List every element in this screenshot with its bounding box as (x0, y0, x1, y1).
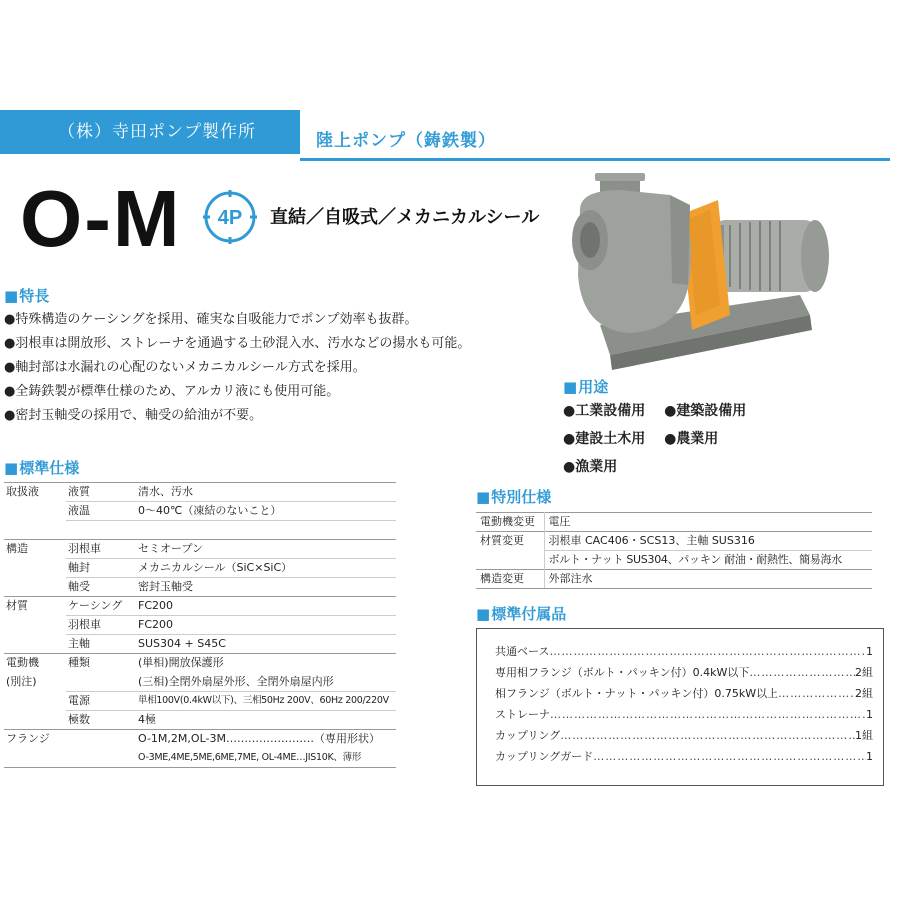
table-row (4, 711, 396, 730)
accessory-name: 専用相フランジ（ボルト・パッキン付）0.4kW以下 (495, 666, 750, 679)
special-spec-heading: ■ 特別仕様 (476, 486, 551, 507)
table-row-spacer (4, 521, 396, 540)
accessory-qty: 2組 (855, 666, 873, 679)
spec-item: 羽根車 (66, 540, 136, 559)
spec-value: 清水、汚水 (136, 483, 396, 502)
list-item (495, 704, 873, 725)
spec-item: 主軸 (66, 635, 136, 654)
spec-item: 羽根車 (66, 616, 136, 635)
feature-item: ● 密封玉軸受の採用で、軸受の給油が不要。 (4, 406, 470, 430)
spec-item: ケーシング (66, 597, 136, 616)
leader-dots (593, 746, 866, 767)
spec-value: O-1M,2M,OL-3M……………………（専用形状） (136, 730, 396, 749)
spec-value: 0～40℃（凍結のないこと） (136, 502, 396, 521)
feature-item: ● 軸封部は水漏れの心配のないメカニカルシール方式を採用。 (4, 358, 470, 382)
leader-dots (749, 662, 855, 683)
accessory-qty: 1 (866, 750, 873, 763)
spec-category: 取扱液 (4, 483, 66, 502)
leader-dots (560, 725, 855, 746)
table-row (4, 730, 396, 749)
special-category: 構造変更 (476, 570, 544, 589)
features-heading: ■ 特長 (4, 285, 49, 306)
feature-item: ● 全鋳鉄製が標準仕様のため、アルカリ液にも使用可能。 (4, 382, 470, 406)
leader-dots (778, 683, 855, 704)
spec-value: O-3ME,4ME,5ME,6ME,7ME, OL-4ME…JIS10K、薄形 (136, 749, 396, 768)
model-name: O-M (20, 174, 182, 263)
use-item: ● 農業用 (664, 431, 718, 447)
spec-item: 液温 (66, 502, 136, 521)
table-row (476, 513, 872, 532)
spec-category (4, 559, 66, 578)
spec-value: FC200 (136, 616, 396, 635)
accessory-name: カップリングガード (495, 750, 594, 763)
spec-item (66, 749, 136, 768)
4-pole-badge-icon (203, 190, 257, 244)
spec-item: 軸封 (66, 559, 136, 578)
spec-category: フランジ (4, 730, 66, 749)
spec-category (4, 692, 66, 711)
special-spec-table (476, 512, 872, 589)
spec-category (4, 616, 66, 635)
spec-item (66, 730, 136, 749)
spec-category (4, 749, 66, 768)
feature-item: ● 羽根車は開放形、ストレーナを通過する土砂混入水、汚水などの揚水も可能。 (4, 334, 470, 358)
table-row (4, 654, 396, 673)
company-name-banner: （株）寺田ポンプ製作所 (0, 110, 300, 154)
special-category: 電動機変更 (476, 513, 544, 532)
table-row (4, 749, 396, 768)
table-row (4, 578, 396, 597)
accessory-name: ストレーナ (495, 708, 550, 721)
table-row (4, 540, 396, 559)
spec-category: 構造 (4, 540, 66, 559)
spec-value: 密封玉軸受 (136, 578, 396, 597)
spec-category (4, 502, 66, 521)
accessory-name: 共通ベース (495, 645, 550, 658)
spec-category (4, 711, 66, 730)
features-list (4, 310, 470, 430)
accessory-name: 相フランジ（ボルト・ナット・パッキン付）0.75kW以上 (495, 687, 779, 700)
spec-item: 軸受 (66, 578, 136, 597)
spec-item: 電源 (66, 692, 136, 711)
spec-item: 液質 (66, 483, 136, 502)
accessories-heading: ■ 標準付属品 (476, 603, 566, 624)
use-item: ● 建築設備用 (664, 403, 746, 419)
table-row (4, 635, 396, 654)
table-row (476, 532, 872, 551)
spec-item: 種類 (66, 654, 136, 673)
spec-value: FC200 (136, 597, 396, 616)
pump-photo (560, 165, 885, 385)
uses-list (563, 400, 760, 484)
leader-dots (550, 704, 866, 725)
use-item: ● 漁業用 (563, 459, 617, 475)
spec-category: 材質 (4, 597, 66, 616)
list-item (495, 683, 873, 704)
spec-value: 単相100V(0.4kW以下)、三相50Hz 200V、60Hz 200/220V (136, 692, 396, 711)
table-row (4, 483, 396, 502)
header-divider (300, 158, 890, 161)
table-row (4, 692, 396, 711)
standard-spec-heading: ■ 標準仕様 (4, 457, 79, 478)
uses-heading: ■ 用途 (563, 376, 608, 397)
leader-dots (549, 641, 866, 662)
table-row (4, 502, 396, 521)
special-value: ボルト・ナット SUS304、パッキン 耐油・耐熱性、簡易海水 (544, 551, 872, 570)
badge-label: 4P (217, 207, 243, 229)
list-item (495, 641, 873, 662)
table-row (476, 551, 872, 570)
spec-value: メカニカルシール（SiC×SiC） (136, 559, 396, 578)
table-row (4, 616, 396, 635)
special-value: 羽根車 CAC406・SCS13、主軸 SUS316 (544, 532, 872, 551)
list-item (495, 662, 873, 683)
feature-item: ● 特殊構造のケーシングを採用、確実な自吸能力でポンプ効率も抜群。 (4, 310, 470, 334)
spec-category (4, 635, 66, 654)
table-row (476, 570, 872, 589)
accessory-qty: 1組 (855, 729, 873, 742)
spec-category (4, 578, 66, 597)
spec-value: 4極 (136, 711, 396, 730)
special-value: 外部注水 (544, 570, 872, 589)
use-item: ● 工業設備用 (563, 403, 645, 419)
product-category: 陸上ポンプ（鋳鉄製） (316, 131, 496, 151)
special-category: 材質変更 (476, 532, 544, 551)
accessories-box (476, 628, 884, 786)
standard-spec-table (4, 482, 396, 768)
spec-value: (三相)全閉外扇屋外形、全閉外扇屋内形 (138, 674, 334, 688)
table-row (4, 559, 396, 578)
table-row (4, 673, 396, 692)
spec-value: (単相)開放保護形 (136, 654, 396, 673)
list-item (495, 746, 873, 767)
accessory-qty: 1 (866, 708, 873, 721)
product-subtitle: 直結／自吸式／メカニカルシール (270, 207, 540, 228)
spec-category: (別注) (6, 674, 37, 688)
accessory-qty: 2組 (855, 687, 873, 700)
special-category (476, 551, 544, 570)
table-row (4, 597, 396, 616)
spec-item (66, 673, 136, 692)
special-value: 電圧 (544, 513, 872, 532)
list-item (495, 725, 873, 746)
spec-value: セミオープン (136, 540, 396, 559)
accessory-name: カップリング (495, 729, 561, 742)
accessory-qty: 1 (866, 645, 873, 658)
use-item: ● 建設土木用 (563, 431, 645, 447)
spec-category: 電動機 (4, 654, 66, 673)
spec-item: 極数 (66, 711, 136, 730)
spec-value: SUS304 + S45C (136, 635, 396, 654)
